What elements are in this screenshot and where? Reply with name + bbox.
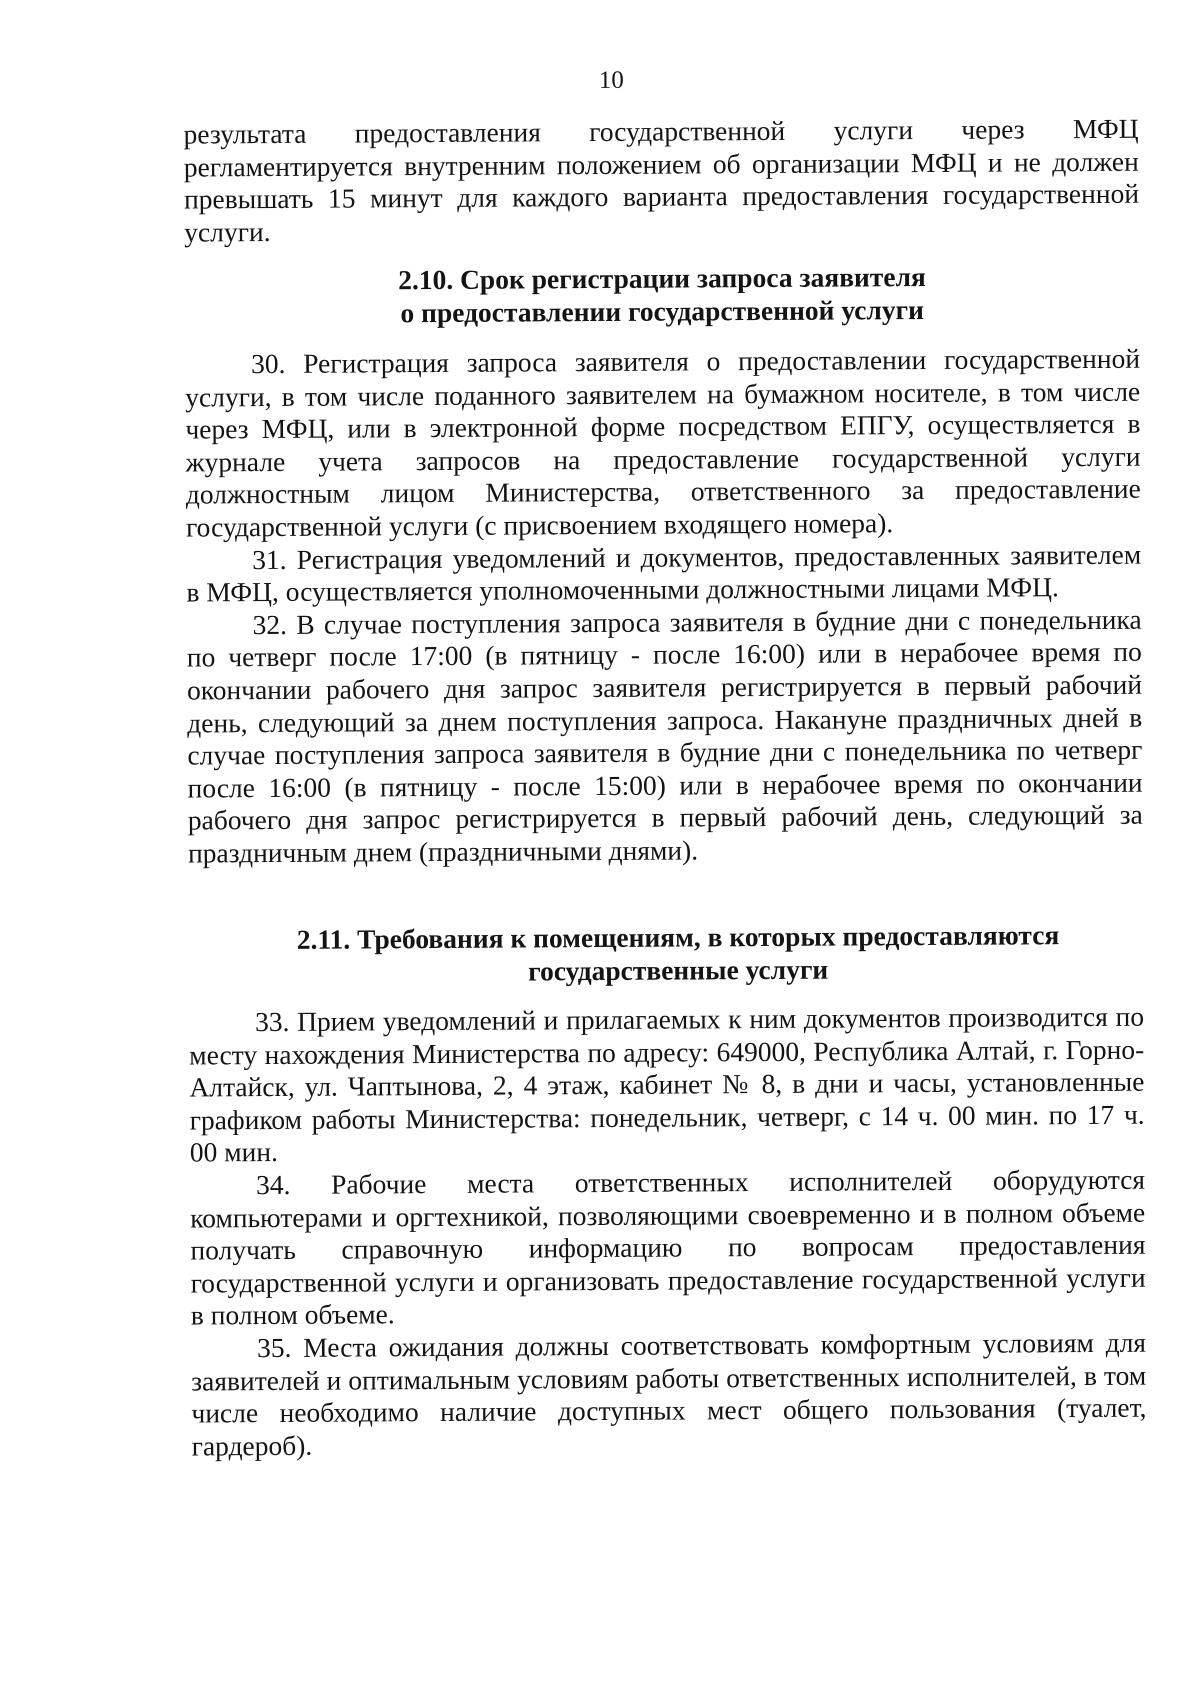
intro-paragraph: результата предоставления государственной услуги через МФЦ регламентируется внутренним положением об организации МФЦ и не должен превышать 15 минут для каждого варианта предоставления государственной услуги. [183,112,1140,248]
section-2-11-body [189,1001,1147,1463]
paragraph-34: 34. Рабочие места ответственных исполнителей оборудуются компьютерами и оргтехникой, позволяющими своевременно и в полном объеме получать справочную информацию по вопросам предоставления государственной услуги и организовать предоставление государственной услуги в полном объеме. [190,1163,1146,1331]
section-2-10-heading [184,260,1139,331]
intro-paragraph-block [184,113,1140,249]
section-2-10-body [185,343,1143,870]
section-2-10-title-line2: о предоставлении государственной услуги [400,293,925,328]
section-2-11-title-line2: государственные услуги [528,953,829,987]
section-2-10-title-line1: 2.10. Срок регистрации запроса заявителя [398,260,926,296]
paragraph-33: 33. Прием уведомлений и прилагаемых к ним документов производится по месту нахождения Министерства по адресу: 649000, Республика Алтай, г. Горно-Алтайск, ул. Чаптынова, 2, 4 этаж, кабинет № 8, в дни и часы, установленные графиком работы Министерства: понедельник, четверг, с 14 ч. 00 мин. по 17 ч. 00 мин. [189,1000,1145,1168]
paragraph-31: 31. Регистрация уведомлений и документов, предоставленных заявителем в МФЦ, осуществляется уполномоченными должностными лицами МФЦ. [186,538,1142,608]
paragraph-35: 35. Места ожидания должны соответствовать комфортным условиям для заявителей и оптимальным условиям работы ответственных исполнителей, в том числе необходимо наличие доступных мест общего пользования (туалет, гардероб). [191,1326,1147,1462]
paragraph-32: 32. В случае поступления запроса заявителя в будние дни с понедельника по четверг после 17:00 (в пятницу - после 16:00) или в нерабочее время по окончании рабочего дня запрос заявителя регистрируется в первый рабочий день, следующий за днем поступления запроса. Накануне праздничных дней в случае поступления запроса заявителя в будние дни с понедельника по четверг после 16:00 (в пятницу - после 15:00) или в нерабочее время по окончании рабочего дня запрос регистрируется в первый рабочий день, следующий за праздничным днем (праздничными днями). [186,603,1143,869]
page-number: 10 [598,66,624,94]
section-2-11-title-line1: 2.11. Требования к помещениям, в которых предоставляются [296,919,1060,955]
section-2-11-heading [200,919,1155,990]
paragraph-30: 30. Регистрация запроса заявителя о предоставлении государственной услуги, в том числе поданного заявителем на бумажном носителе, в том числе через МФЦ, или в электронной форме посредством ЕПГУ, осуществляется в журнале учета запросов на предоставление государственной услуги должностным лицом Министерства, ответственного за предоставление государственной услуги (с присвоением входящего номера). [185,342,1141,543]
